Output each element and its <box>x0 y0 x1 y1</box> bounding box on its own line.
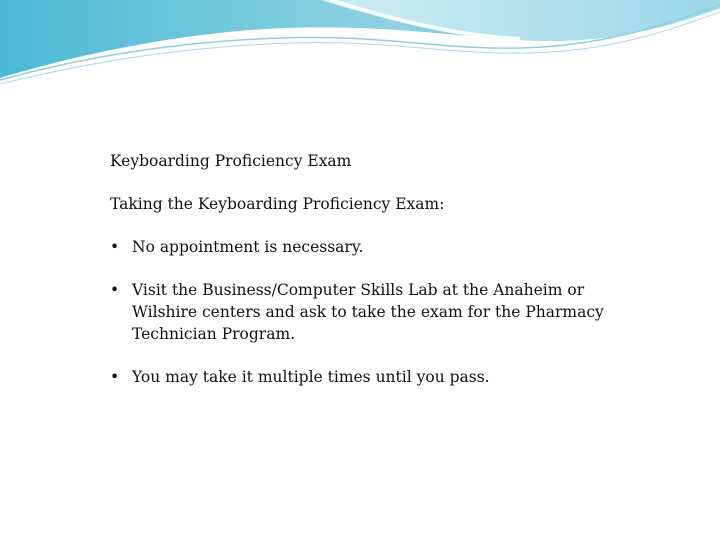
bullet-icon: • <box>110 368 120 386</box>
bullet-text: You may take it multiple times until you pass. <box>132 368 490 386</box>
bullet-icon: • <box>110 281 120 299</box>
list-item <box>110 279 630 345</box>
slide-title: Keyboarding Proficiency Exam <box>110 152 352 170</box>
slide-content <box>110 150 630 409</box>
slide-subtitle: Taking the Keyboarding Proficiency Exam: <box>110 195 445 213</box>
bullet-text: Visit the Business/Computer Skills Lab at the Anaheim or Wilshire centers and ask to take the exam for the Pharmacy Technician Program. <box>132 281 604 343</box>
list-item <box>110 366 630 388</box>
header-wave-banner <box>0 0 720 90</box>
list-item <box>110 236 630 258</box>
bullet-list <box>110 236 630 388</box>
bullet-icon: • <box>110 238 120 256</box>
bullet-text: No appointment is necessary. <box>132 238 364 256</box>
